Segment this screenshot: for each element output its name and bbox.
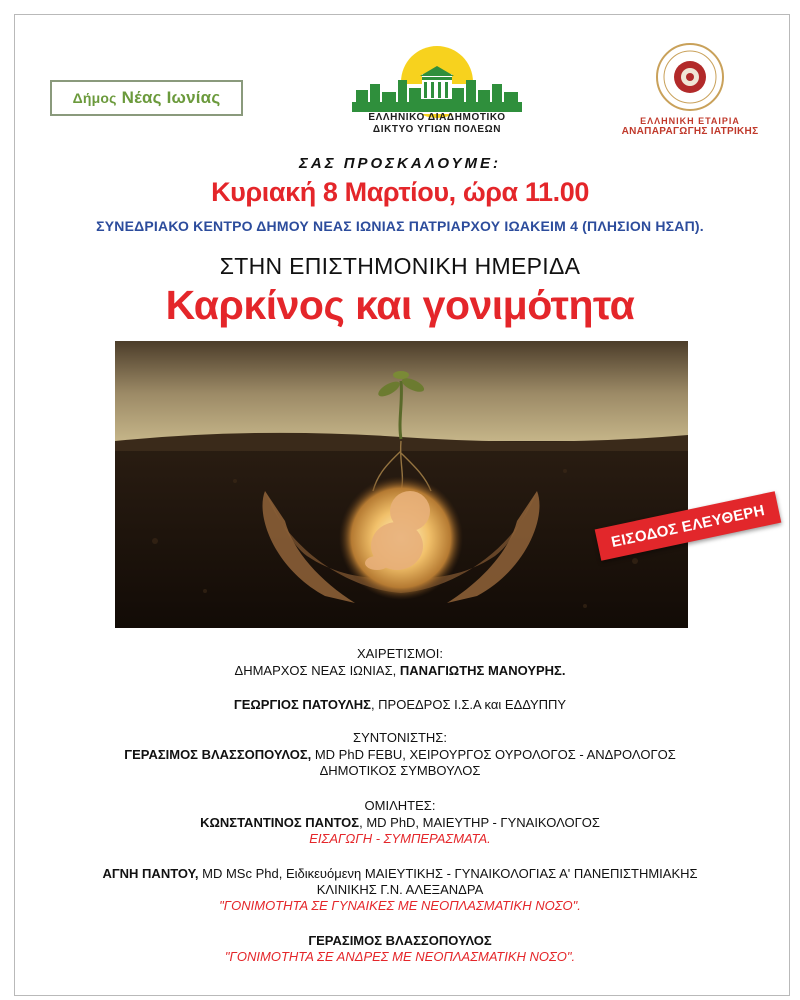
president-role: , ΠΡΟΕΔΡΟΣ Ι.Σ.Α και ΕΔΔΥΠΠΥ xyxy=(370,697,567,712)
free-entry-badge: ΕΙΣΟΔΟΣ ΕΛΕΥΘΕΡΗ xyxy=(595,491,782,561)
society-name-line1: ΕΛΛΗΝΙΚΗ ΕΤΑΙΡΙΑ xyxy=(640,116,740,126)
coordinator-role-line2: ΔΗΜΟΤΙΚΟΣ ΣΥΜΒΟΥΛΟΣ xyxy=(319,763,481,778)
president-name: ΓΕΩΡΓΙΟΣ ΠΑΤΟΥΛΗΣ xyxy=(233,697,371,712)
embryo-hands-illustration xyxy=(115,341,688,628)
event-title: Καρκίνος και γονιμότητα xyxy=(165,282,635,328)
speaker2-role-line2: ΚΛΙΝΙΚΗΣ Γ.Ν. ΑΛΕΞΑΝΔΡΑ xyxy=(316,882,484,897)
mayor-name: ΠΑΝΑΓΙΩΤΗΣ ΜΑΝΟΥΡΗΣ. xyxy=(399,663,566,678)
invite-text: ΣΑΣ ΠΡΟΣΚΑΛΟΥΜΕ: xyxy=(299,155,501,172)
society-name-line2: ΑΝΑΠΑΡΑΓΩΓΗΣ ΙΑΤΡΙΚΗΣ xyxy=(621,126,759,137)
speaker2-topic: "ΓΟΝΙΜΟΤΗΤΑ ΣΕ ΓΥΝΑΙΚΕΣ ΜΕ ΝΕΟΠΛΑΣΜΑΤΙΚΗ ΝΟΣΟ". xyxy=(219,898,581,913)
speaker1-role: , MD PhD, ΜΑΙΕΥΤΗΡ - ΓΥΝΑΙΚΟΛΟΓΟΣ xyxy=(359,815,600,830)
speaker3-topic: "ΓΟΝΙΜΟΤΗΤΑ ΣΕ ΑΝΔΡΕΣ ΜΕ ΝΕΟΠΛΑΣΜΑΤΙΚΗ ΝΟΣΟ". xyxy=(224,949,576,964)
speaker2-name: ΑΓΝΗ ΠΑΝΤΟΥ, xyxy=(102,866,199,881)
greetings-line xyxy=(0,663,800,679)
speaker1-name: ΚΩΝΣΤΑΝΤΙΝΟΣ ΠΑΝΤΟΣ xyxy=(200,815,360,830)
coordinator-role: MD PhD FEBU, ΧΕΙΡΟΥΡΓΟΣ ΟΥΡΟΛΟΓΟΣ - ΑΝΔΡΟΛΟΓΟΣ xyxy=(311,747,676,762)
coordinator-line xyxy=(0,747,800,763)
society-seal-logo xyxy=(655,42,725,112)
municipality-name: Νέας Ιωνίας xyxy=(121,88,221,107)
network-name-line2: ΔΙΚΤΥΟ ΥΓΙΩΝ ΠΟΛΕΩΝ xyxy=(372,124,502,135)
speaker1-topic: ΕΙΣΑΓΩΓΗ - ΣΥΜΠΕΡΑΣΜΑΤΑ. xyxy=(309,831,491,846)
speaker2-line xyxy=(0,866,800,882)
coordinator-name: ΓΕΡΑΣΙΜΟΣ ΒΛΑΣΣΟΠΟΥΛΟΣ, xyxy=(124,747,312,762)
speaker3-name-line xyxy=(0,933,800,949)
municipality-prefix: Δήμος xyxy=(72,90,117,106)
speaker3-name: ΓΕΡΑΣΙΜΟΣ ΒΛΑΣΣΟΠΟΥΛΟΣ xyxy=(308,933,492,948)
coordinator-label: ΣΥΝΤΟΝΙΣΤΗΣ: xyxy=(353,730,447,745)
network-name-line1: ΕΛΛΗΝΙΚΟ ΔΙΑΔΗΜΟΤΙΚΟ xyxy=(368,112,506,123)
event-venue: ΣΥΝΕΔΡΙΑΚΟ ΚΕΝΤΡΟ ΔΗΜΟΥ ΝΕΑΣ ΙΩΝΙΑΣ ΠΑΤΡΙΑΡΧΟΥ ΙΩΑΚΕΙΜ 4 (ΠΛΗΣΙΟΝ ΗΣΑΠ). xyxy=(96,218,704,234)
mayor-role: ΔΗΜΑΡΧΟΣ ΝΕΑΣ ΙΩΝΙΑΣ, xyxy=(234,663,400,678)
speakers-label: ΟΜΙΛΗΤΕΣ: xyxy=(364,798,436,813)
municipality-logo xyxy=(50,80,243,116)
event-kind: ΣΤΗΝ ΕΠΙΣΤΗΜΟΝΙΚΗ ΗΜΕΡΙΔΑ xyxy=(219,253,581,279)
speaker1-line xyxy=(0,815,800,831)
event-date: Κυριακή 8 Μαρτίου, ώρα 11.00 xyxy=(211,177,589,207)
president-line xyxy=(0,697,800,713)
greetings-label: ΧΑΙΡΕΤΙΣΜΟΙ: xyxy=(356,646,444,661)
speaker2-role: MD MSc Phd, Ειδικευόμενη ΜΑΙΕΥΤΙΚΗΣ - ΓΥΝΑΙΚΟΛΟΓΙΑΣ Α' ΠΑΝΕΠΙΣΤΗΜΙΑΚΗΣ xyxy=(198,866,698,881)
